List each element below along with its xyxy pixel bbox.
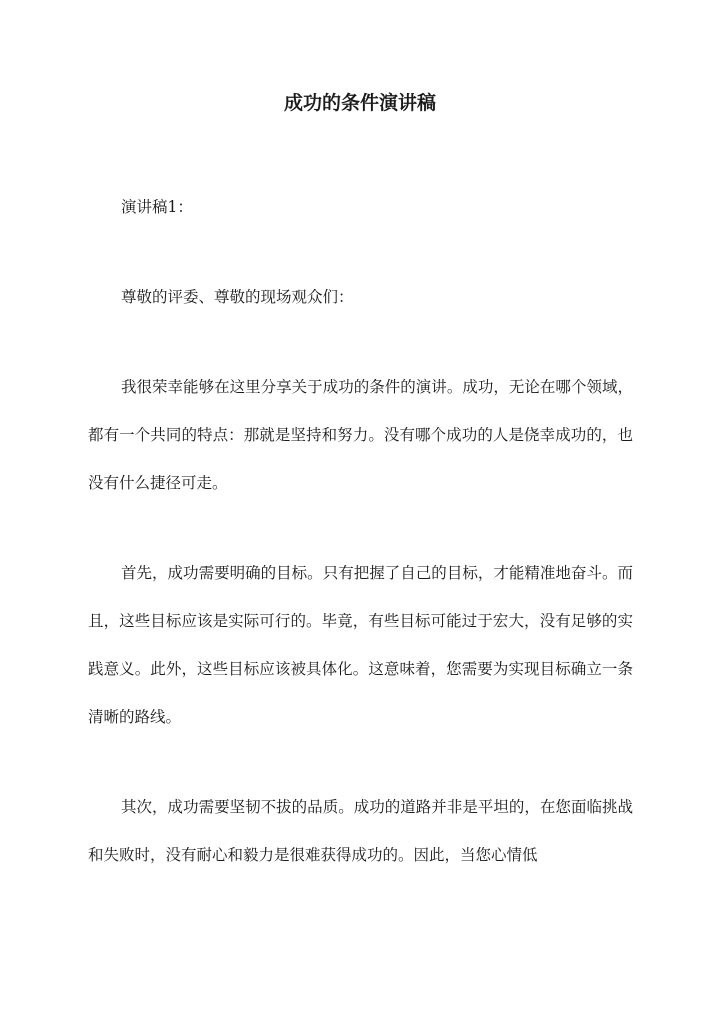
paragraph-introduction: 我很荣幸能够在这里分享关于成功的条件的演讲。成功，无论在哪个领域，都有一个共同的特点：那就是坚持和努力。没有哪个成功的人是侥幸成功的，也没有什么捷径可走。 [88, 378, 633, 492]
paragraph-speech-label: 演讲稿1： [121, 198, 193, 216]
paragraph-first-point: 首先，成功需要明确的目标。只有把握了自己的目标，才能精准地奋斗。而且，这些目标应该是实际可行的。毕竟，有些目标可能过于宏大，没有足够的实践意义。此外，这些目标应该被具体化。这意味着，您需要为实现目标确立一条清晰的路线。 [88, 564, 633, 726]
paragraph-gap [88, 231, 633, 273]
paragraph-gap [88, 321, 633, 363]
paragraph-salutation: 尊敬的评委、尊敬的现场观众们： [121, 288, 354, 306]
document-body [88, 183, 633, 879]
document-title: 成功的条件演讲稿 [283, 92, 436, 114]
paragraph-gap [88, 507, 633, 549]
paragraph-second-point: 其次，成功需要坚韧不拔的品质。成功的道路并非是平坦的，在您面临挑战和失败时，没有耐心和毅力是很难获得成功的。因此，当您心情低 [88, 798, 633, 864]
paragraph-gap [88, 741, 633, 783]
